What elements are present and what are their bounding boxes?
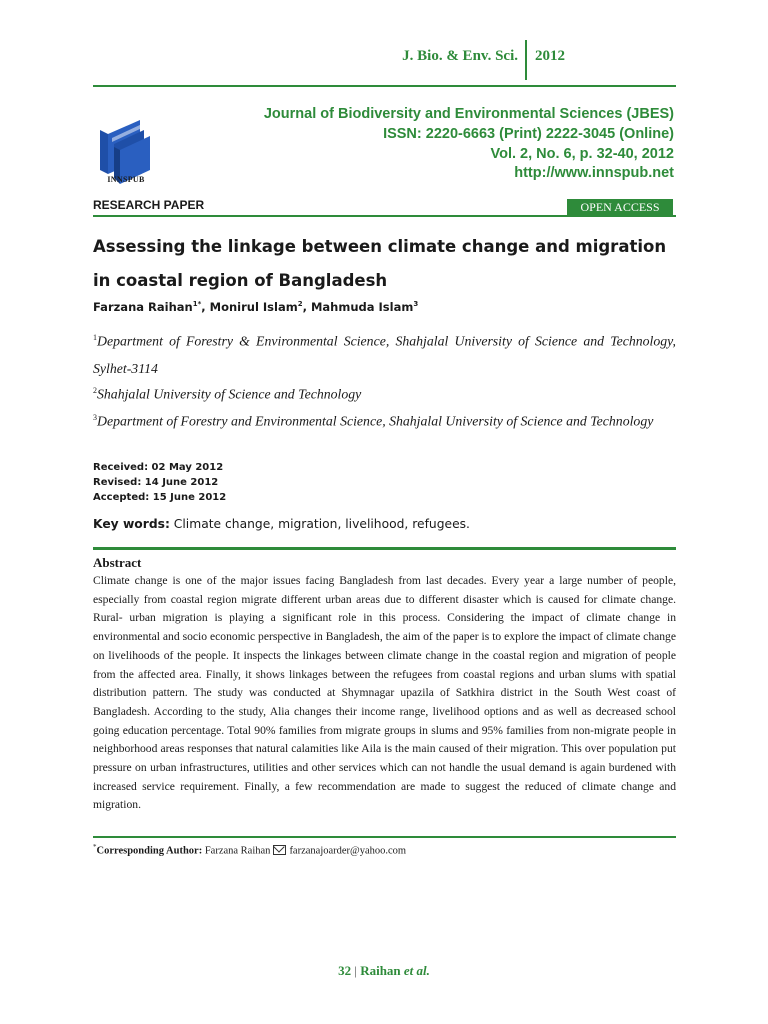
abstract-rule-bottom — [93, 836, 676, 838]
envelope-icon — [273, 845, 286, 855]
corresponding-email[interactable]: farzanajoarder@yahoo.com — [289, 845, 407, 857]
corresponding-author — [93, 843, 406, 857]
journal-volume: Vol. 2, No. 6, p. 32-40, 2012 — [490, 146, 674, 162]
author-affiliation-mark: 2 — [297, 300, 303, 309]
affiliation — [93, 324, 676, 382]
received-date: Received: 02 May 2012 — [93, 462, 224, 473]
affiliation-text: Department of Forestry and Environmental Science, Shahjalal University of Science and Technology — [97, 413, 654, 429]
journal-issn: ISSN: 2220-6663 (Print) 2222-3045 (Online) — [383, 126, 674, 142]
affiliation-text: Shahjalal University of Science and Technology — [97, 386, 362, 402]
logo-text: INNSPUB — [107, 175, 145, 184]
author-name: Farzana Raihan — [93, 300, 193, 314]
affiliation — [93, 377, 676, 408]
research-paper-label: RESEARCH PAPER — [93, 198, 205, 212]
corresponding-name: Farzana Raihan — [204, 845, 271, 857]
running-head-rule — [93, 85, 676, 87]
author-affiliation-mark: 1* — [192, 300, 202, 309]
running-head — [0, 40, 768, 82]
author-name: Monirul Islam — [209, 300, 298, 314]
accepted-date: Accepted: 15 June 2012 — [93, 492, 227, 503]
header-rule — [93, 215, 676, 217]
affiliation — [93, 404, 676, 435]
abstract-body: Climate change is one of the major issues facing Bangladesh from last decades. Every year a large number of people, especially from coastal region migrate different urban areas due to different disaster which is caused for climate change. Rural- urban migration is playing a significant role in this process. Considering the impact of climate change in environmental and socio economic perspective in Bangladesh, the aim of the paper is to explore the impact of climate change on livelihoods of the people. It inspects the linkages between climate change in the coastal region and migration of people from the affected area. Finally, it shows linkages between the refugees from coastal regions and urban slums with spatial distribution pattern. The study was conducted at Shymnagar upazila of Satkhira district in the South West coast of Bangladesh. According to the study, Alia changes their income range, livelihood options and as well as decreased school going education percentage. Total 90% families from migrate groups in slums and 95% families from non-migrate people in neighborhood areas responses that natural calamities like Aila is the main caused of their migration. This over population put pressure on urban infrastructures, utilities and other services which can not handle the usual demand is again burdened with increased service requirement. Finally, a few recommendation are made to suggest the reduced of climate change and migration. — [93, 574, 676, 812]
affiliation-mark: 1 — [93, 333, 97, 342]
running-head-year: 2012 — [535, 48, 565, 64]
affiliation-text: Department of Forestry & Environmental Science, Shahjalal University of Science and Technology, Sylhet-3114 — [93, 333, 676, 376]
journal-name: Journal of Biodiversity and Environmental Sciences (JBES) — [263, 106, 674, 122]
revised-date: Revised: 14 June 2012 — [93, 477, 219, 488]
author-affiliation-mark: 3 — [413, 300, 419, 309]
journal-url[interactable]: http://www.innspub.net — [514, 165, 674, 181]
corresponding-mark: * — [93, 843, 97, 851]
running-head-divider — [525, 40, 527, 80]
keywords-text: Climate change, migration, livelihood, refugees. — [173, 517, 470, 531]
open-access-badge: OPEN ACCESS — [567, 199, 673, 215]
author-list: Farzana Raihan$^{1*}$, Monirul Islam$^2$, Mahmuda Islam$^3$ — [93, 300, 419, 314]
running-head-journal: J. Bio. & Env. Sci. — [402, 48, 518, 64]
paper-title: Assessing the linkage between climate change and migration in coastal region of Bangladesh — [93, 237, 667, 290]
footer-etal: et al. — [403, 963, 430, 978]
author-name: Mahmuda Islam — [310, 300, 414, 314]
affiliation-mark: 3 — [93, 413, 97, 422]
keywords-label: Key words: — [93, 517, 170, 531]
footer-separator: | — [354, 963, 357, 978]
corresponding-label: Corresponding Author: — [96, 845, 203, 857]
abstract-rule-top — [93, 547, 676, 550]
page-number: 32 — [338, 963, 352, 978]
footer-author: Raihan — [360, 963, 401, 978]
abstract-heading: Abstract — [93, 555, 142, 570]
keywords — [93, 517, 470, 531]
affiliation-mark: 2 — [93, 386, 97, 395]
page-footer — [0, 963, 768, 979]
